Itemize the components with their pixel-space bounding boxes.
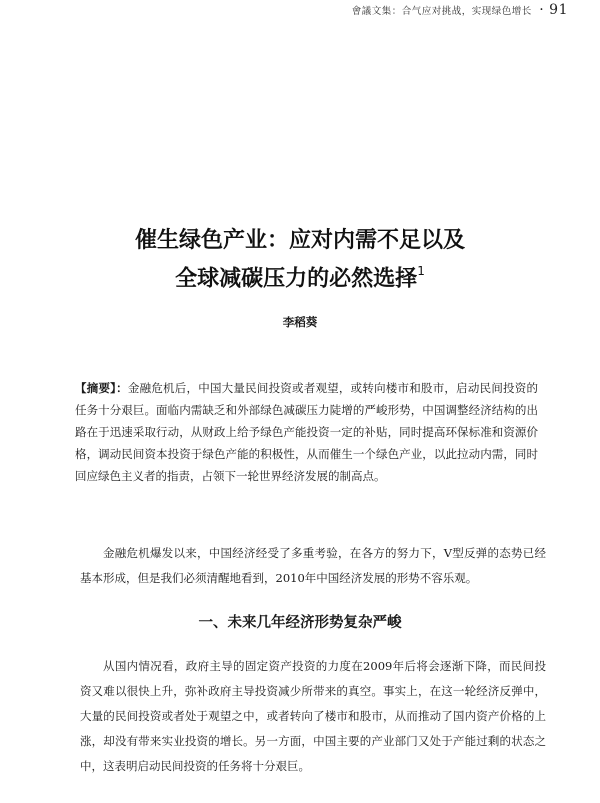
body-paragraph: 从国内情况看，政府主导的固定资产投资的力度在2009年后将会逐渐下降，而民间投资又难以很快上升，弥补政府主导投资减少所带来的真空。事实上，在这一轮经济反弹中，大量的民间投资或者处于观望之中，或者转向了楼市和股市，从而推动了国内资产价格的上涨，却没有带来实业投资的增长。另一方面，中国主要的产业部门又处于产能过剩的状态之中，这表明启动民间投资的任务将十分艰巨。 [80,659,546,773]
footnote-marker: 1 [417,264,425,278]
abstract-text: 金融危机后，中国大量民间投资或者观望，或转向楼市和股市，启动民间投资的任务十分艰巨。面临内需缺乏和外部绿色减碳压力陡增的严峻形势，中国调整经济结构的出路在于迅速采取行动，从财政上给予绿色产能投资一定的补贴，同时提高环保标准和资源价格，调动民间资本投资于绿色产能的积极性，从而催生一个绿色产业，以此拉动内需，同时回应绿色主义者的指责，占领下一轮世界经济发展的制高点。 [75,381,538,483]
abstract-label: 【摘要】： [75,381,128,395]
running-header [352,2,568,18]
page-number-value: 91 [549,2,568,18]
article-title [0,225,600,295]
page-number: · 91 [539,2,568,18]
title-line-1: 催生绿色产业：应对内需不足以及 [134,228,465,253]
intro-paragraph: 金融危机爆发以来，中国经济经受了多重考验，在各方的努力下，V型反弹的态势已经基本形成，但是我们必须清醒地看到，2010年中国经济发展的形势不容乐观。 [80,546,546,585]
running-title: 會議文集：合气应对挑战，实现绿色增长 [351,6,532,17]
abstract [75,377,538,487]
title-line-2-text: 全球减碳压力的必然选择 [175,266,418,292]
section-heading: 一、未来几年经济形势复杂严峻 [198,615,402,631]
author-name: 李稻葵 [282,315,318,329]
title-line-2 [0,257,600,295]
